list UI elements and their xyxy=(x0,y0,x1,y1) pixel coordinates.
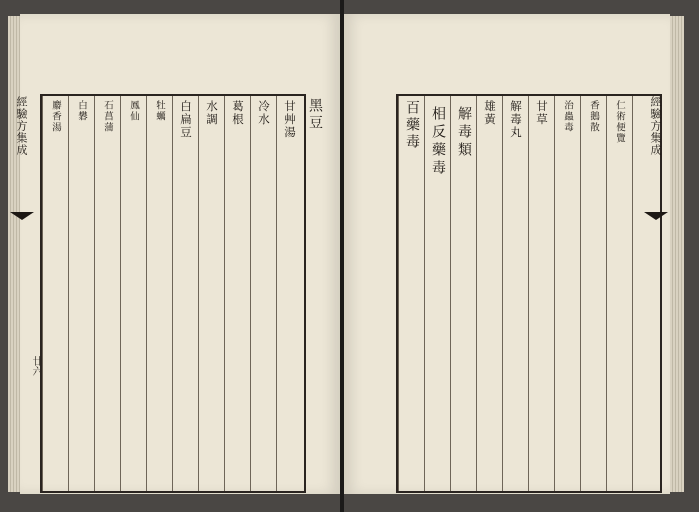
fishtail-mark-icon xyxy=(644,212,668,220)
left-col-10: 石菖蒲 xyxy=(94,96,120,491)
left-col-11: 白礬 xyxy=(68,96,94,491)
left-col-12: 麝香湯 xyxy=(42,96,68,491)
left-col-8: 牡蠣 xyxy=(146,96,172,491)
left-col-4: 冷水 xyxy=(250,96,276,491)
left-banner xyxy=(10,94,34,489)
right-text-frame xyxy=(396,94,662,493)
right-col-6: 雄黃 xyxy=(476,96,502,491)
right-col-9: 百藥毒 xyxy=(398,96,424,491)
left-heading-1: 黑豆 xyxy=(307,98,323,132)
left-col-7: 白扁豆 xyxy=(172,96,198,491)
right-banner-text: 經驗方集成 xyxy=(649,96,662,156)
page-number: 廿六 xyxy=(30,356,41,376)
right-banner xyxy=(644,94,668,489)
right-col-8: 相反藥毒 xyxy=(424,96,450,491)
left-col-9: 鳳仙 xyxy=(120,96,146,491)
left-col-3: 甘艸湯 xyxy=(276,96,302,491)
right-col-3: 治蟲毒 xyxy=(554,96,580,491)
right-col-7: 解毒類 xyxy=(450,96,476,491)
page-edge-right xyxy=(670,16,684,492)
right-col-4: 甘草 xyxy=(528,96,554,491)
left-col-5: 葛根 xyxy=(224,96,250,491)
left-col-6: 水調 xyxy=(198,96,224,491)
left-page xyxy=(15,14,340,494)
fishtail-mark-icon xyxy=(10,212,34,220)
left-text-frame xyxy=(40,94,306,493)
right-col-2: 香鵝散 xyxy=(580,96,606,491)
right-col-5: 解毒丸 xyxy=(502,96,528,491)
right-col-1: 仁術便覽 xyxy=(606,96,632,491)
left-banner-text: 經驗方集成 xyxy=(15,96,28,156)
right-page xyxy=(344,14,670,494)
